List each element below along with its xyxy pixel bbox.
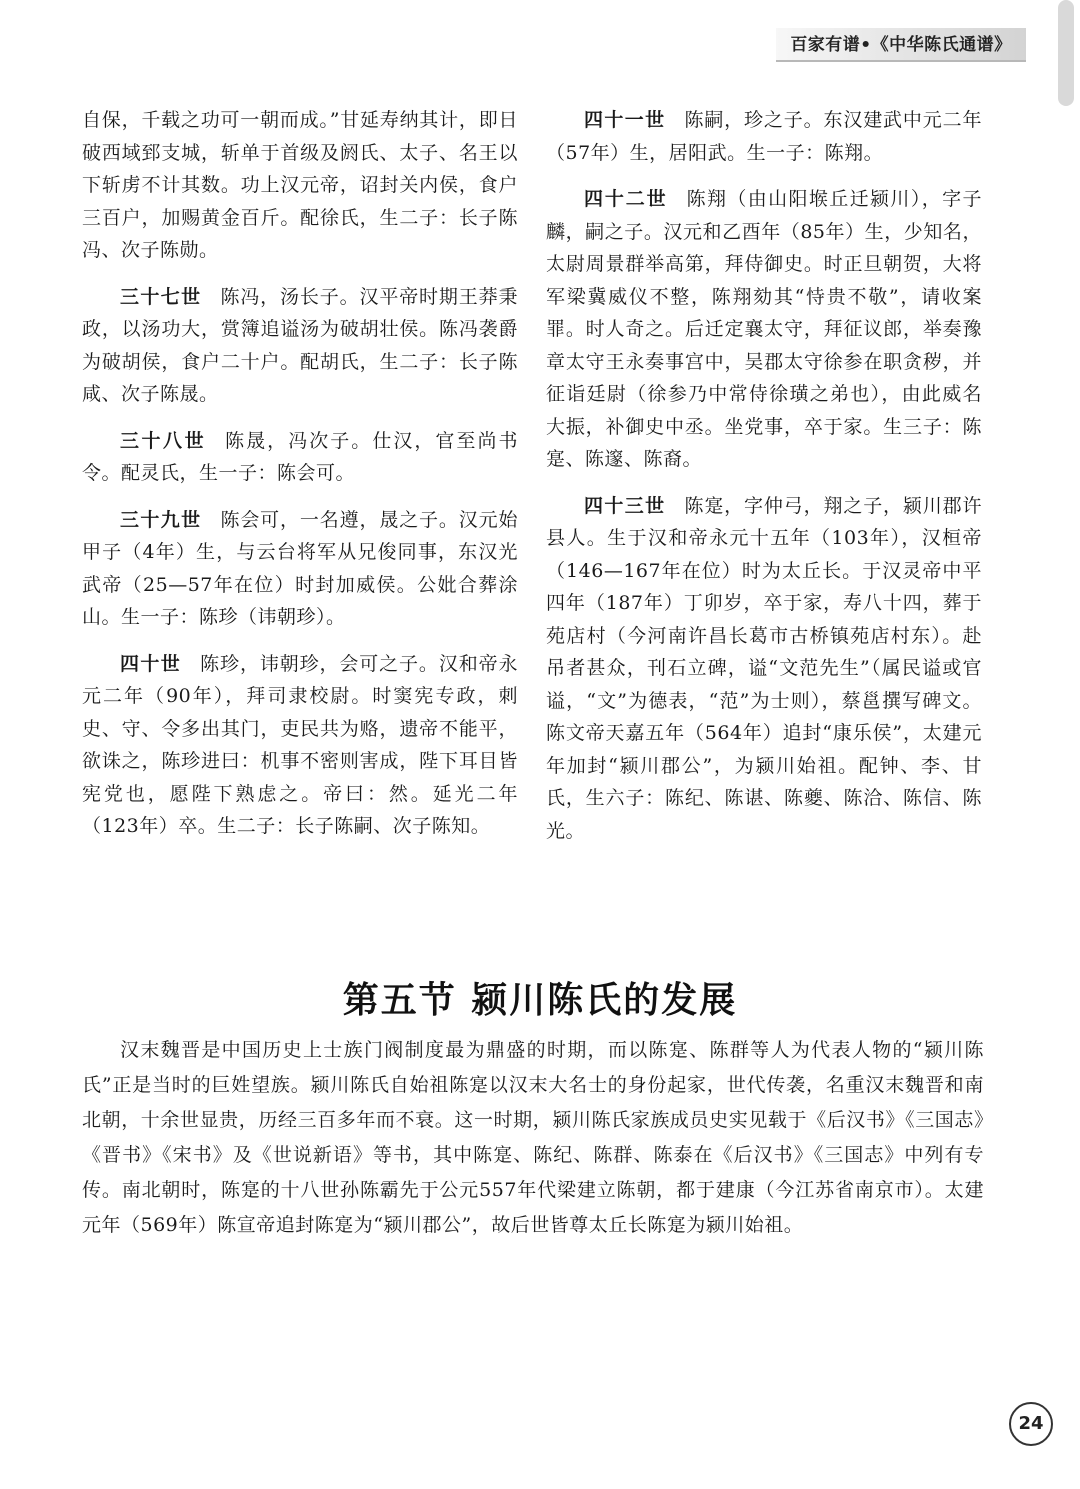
generation-label: 四十二世 [584,188,668,210]
generation-label: 四十一世 [584,109,666,131]
generation-text: 陈会可，一名遵，晟之子。汉元始甲子（4年）生，与云台将军从兄俊同事，东汉光武帝（25—57年在位）时封加威侯。公妣合葬涂山。生一子：陈珍（讳朝珍）。 [82,508,518,628]
scrollbar-thumb[interactable] [1058,0,1074,106]
generation-label: 四十世 [120,652,182,675]
page-number: 24 [1009,1402,1053,1446]
generation-label: 三十八世 [120,429,207,452]
generation-entry [546,104,982,169]
section-body: 汉末魏晋是中国历史上士族门阀制度最为鼎盛的时期，而以陈寔、陈群等人为代表人物的“颍川陈氏”正是当时的巨姓望族。颍川陈氏自始祖陈寔以汉末大名士的身份起家，世代传袭，名重汉末魏晋和南北朝，十余世显贵，历经三百多年而不衰。这一时期，颍川陈氏家族成员史实见载于《后汉书》《三国志》《晋书》《宋书》及《世说新语》等书，其中陈寔、陈纪、陈群、陈泰在《后汉书》《三国志》中列有专传。南北朝时，陈寔的十八世孙陈霸先于公元557年代梁建立陈朝，都于建康（今江苏省南京市）。太建元年（569年）陈宣帝追封陈寔为“颍川郡公”，故后世皆尊太丘长陈寔为颍川始祖。 [82,1039,984,1236]
section-title: 第五节 颍川陈氏的发展 [342,979,738,1021]
generation-entry [546,490,982,848]
generation-label: 三十七世 [120,285,202,308]
right-column [546,104,982,861]
generation-text: 陈冯，汤长子。汉平帝时期王莽秉政，以汤功大，赏簿追谥汤为破胡壮侯。陈冯袭爵为破胡侯，食户二十户。配胡氏，生二子：长子陈咸、次子陈晟。 [82,285,518,405]
generation-entry [82,425,518,490]
generation-entry [82,504,518,634]
generation-text: 陈寔，字仲弓，翔之子，颍川郡许县人。生于汉和帝永元十五年（103年），汉桓帝（146—167年在位）时为太丘长。于汉灵帝中平四年（187年）丁卯岁，卒于家，寿八十四，葬于苑店村（今河南许昌长葛市古桥镇苑店村东）。赴吊者甚众，刊石立碑，谥“文范先生”（属民谥或官谥，“文”为德表，“范”为士则），蔡邕撰写碑文。陈文帝天嘉五年（564年）追封“康乐侯”，太建元年加封“颍川郡公”，为颍川始祖。配钟、李、甘氏，生六子：陈纪、陈谌、陈夔、陈洽、陈信、陈光。 [546,494,982,842]
generation-label: 四十三世 [584,494,666,517]
generation-text: 陈嗣，珍之子。东汉建武中元二年（57年）生，居阳武。生一子：陈翔。 [546,109,982,164]
generation-entry [82,648,518,843]
running-header: 百家有谱•《中华陈氏通谱》 [776,28,1026,62]
generation-entry [546,183,982,476]
generation-text: 陈晟，冯次子。仕汉，官至尚书令。配灵氏，生一子：陈会可。 [82,429,518,484]
generation-text: 陈翔（由山阳堠丘迁颍川），字子麟，嗣之子。汉元和乙酉年（85年）生，少知名，太尉周景群举高第，拜侍御史。时正旦朝贺，大将军梁冀威仪不整，陈翔劾其“恃贵不敬”，请收案罪。时人奇之。后迁定襄太守，拜征议郎，举奏豫章太守王永奏事宫中，吴郡太守徐参在职贪秽，并征诣廷尉（徐参乃中常侍徐璜之弟也），由此威名大振，补御史中丞。坐党事，卒于家。生三子：陈寔、陈邃、陈裔。 [546,188,982,470]
generation-entry [82,281,518,411]
continuation-paragraph: 自保，千载之功可一朝而成。”甘延寿纳其计，即日破西域郅支城，斩单于首级及阏氏、太子、名王以下斩虏不计其数。功上汉元帝，诏封关内侯，食户三百户，加赐黄金百斤。配徐氏，生二子：长子陈冯、次子陈勋。 [82,109,518,261]
generation-label: 三十九世 [120,508,202,531]
generation-text: 陈珍，讳朝珍，会可之子。汉和帝永元二年（90年），拜司隶校尉。时窦宪专政，刺史、守、令多出其门，吏民共为赂，遗帝不能平，欲诛之，陈珍进曰：机事不密则害成，陛下耳目皆宪党也，愿陛下熟虑之。帝曰：然。延光二年（123年）卒。生二子：长子陈嗣、次子陈知。 [82,652,518,837]
left-column [82,104,518,857]
